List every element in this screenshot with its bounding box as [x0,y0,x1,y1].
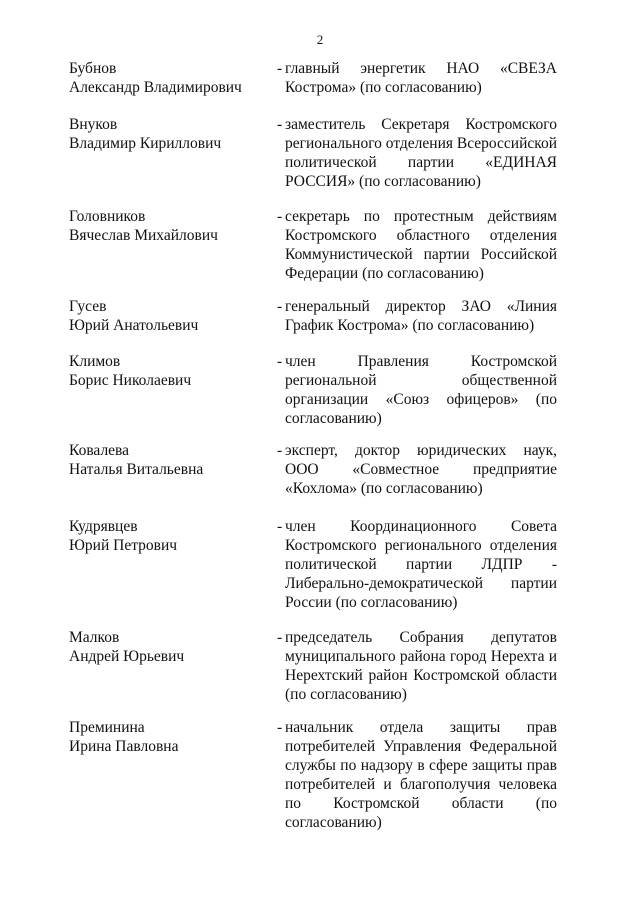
member-given-names: Александр Владимирович [69,79,242,96]
member-role [285,441,557,498]
member-role-line: Костромского регионального отделения [285,537,557,554]
member-role-line: региональной общественной [285,372,557,389]
member-person [69,115,274,153]
member-role [285,207,557,283]
member-surname: Кудрявцев [69,518,138,535]
member-role-line: потребителей Управления Федеральной [285,738,557,755]
member-person [69,718,274,756]
member-dash: - [277,719,283,736]
member-dash: - [277,60,283,77]
member-dash: - [277,116,283,133]
member-role-line: «Кохлома» (по согласованию) [285,480,483,497]
member-role-line: ООО «Совместное предприятие [285,461,557,478]
member-dash: - [277,629,283,646]
member-person [69,207,274,245]
member-person [69,297,274,335]
member-role [285,115,557,191]
member-role [285,628,557,704]
member-role-line: заместитель Секретаря Костромского [285,116,557,133]
member-given-names: Наталья Витальевна [69,461,204,478]
member-role-line: Либерально-демократической партии [285,575,557,592]
member-person [69,441,274,479]
member-person [69,352,274,390]
member-role-line: Кострома» (по согласованию) [285,79,482,96]
member-role-line: График Кострома» (по согласованию) [285,317,535,334]
member-role [285,297,557,335]
member-role-line: эксперт, доктор юридических наук, [285,442,557,459]
member-given-names: Юрий Анатольевич [69,317,199,334]
member-role-line: службы по надзору в сфере защиты прав [285,757,557,774]
member-given-names: Юрий Петрович [69,537,178,554]
member-person [69,517,274,555]
member-role-line: согласованию) [285,410,382,427]
member-surname: Бубнов [69,60,117,77]
member-surname: Климов [69,353,121,370]
member-given-names: Андрей Юрьевич [69,648,185,665]
member-given-names: Ирина Павловна [69,738,179,755]
member-role-line: Костромского областного отделения [285,227,557,244]
member-role [285,517,557,612]
member-role [285,352,557,428]
member-role-line: политической партии «ЕДИНАЯ [285,154,557,171]
member-role-line: начальник отдела защиты прав [285,719,557,736]
member-role-line: член Правления Костромской [285,353,557,370]
member-role-line: (по согласованию) [285,686,407,703]
member-dash: - [277,518,283,535]
member-given-names: Борис Николаевич [69,372,192,389]
member-role-line: организации «Союз офицеров» (по [285,391,557,408]
member-role-line: секретарь по протестным действиям [285,208,557,225]
member-role-line: Нерехтский район Костромской области [285,667,557,684]
page-number: 2 [316,32,324,47]
member-role-line: главный энергетик НАО «СВЕЗА [285,60,557,77]
member-person [69,59,274,97]
member-role-line: муниципального района город Нерехта и [285,648,557,665]
member-role [285,718,557,832]
member-role-line: согласованию) [285,814,382,831]
member-surname: Малков [69,629,120,646]
member-surname: Ковалева [69,442,130,459]
member-person [69,628,274,666]
member-dash: - [277,442,283,459]
member-role-line: России (по согласованию) [285,594,458,611]
member-surname: Гусев [69,298,107,315]
member-given-names: Владимир Кириллович [69,135,222,152]
member-role-line: генеральный директор ЗАО «Линия [285,298,557,315]
member-role-line: Коммунистической партии Российской [285,246,557,263]
member-role-line: член Координационного Совета [285,518,557,535]
member-surname: Внуков [69,116,118,133]
member-role-line: регионального отделения Всероссийской [285,135,557,152]
member-dash: - [277,298,283,315]
member-role-line: потребителей и благополучия человека [285,776,557,793]
member-role [285,59,557,97]
member-role-line: Федерации (по согласованию) [285,265,484,282]
member-role-line: председатель Собрания депутатов [285,629,557,646]
member-surname: Головников [69,208,146,225]
member-dash: - [277,208,283,225]
member-dash: - [277,353,283,370]
member-role-line: РОССИЯ» (по согласованию) [285,173,481,190]
member-role-line: по Костромской области (по [285,795,557,812]
member-surname: Преминина [69,719,145,736]
member-given-names: Вячеслав Михайлович [69,227,218,244]
member-role-line: политической партии ЛДПР - [285,556,557,573]
